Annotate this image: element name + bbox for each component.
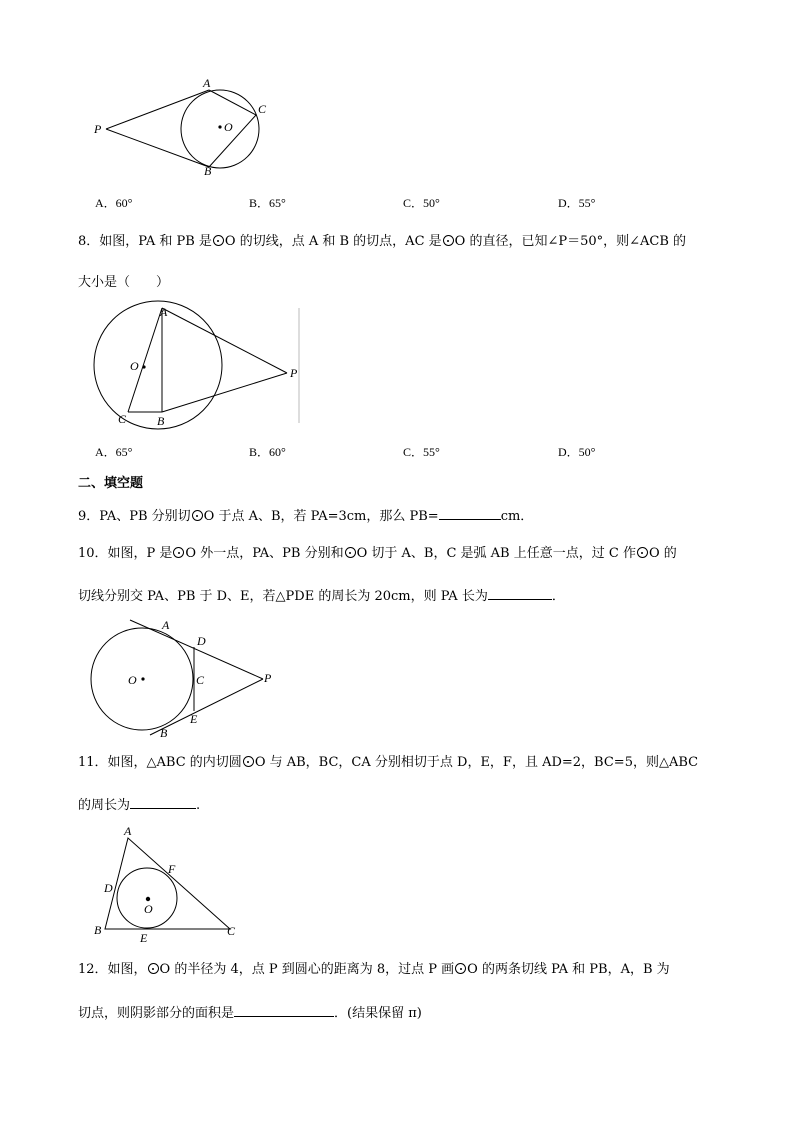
q9-answer-blank[interactable] [439, 506, 501, 520]
q7-option-b: B．65° [249, 196, 286, 210]
q10-label-o: O [128, 673, 137, 687]
circle-o-symbol [192, 510, 203, 521]
q8-option-d: D．50° [558, 445, 596, 459]
q8-center-dot [142, 365, 145, 368]
q7-figure [90, 75, 280, 185]
q8-label-p: P [290, 366, 298, 380]
q11-label-f: F [168, 862, 176, 876]
q11-triangle-abc [105, 838, 230, 929]
q11-label-e: E [140, 931, 148, 945]
q7-label-a: A [203, 76, 211, 90]
q8-label-c: C [118, 412, 127, 426]
q10-label-b: B [160, 726, 168, 740]
q10-label-p: P [264, 671, 272, 685]
q10-label-d: D [197, 634, 206, 648]
q11-figure [90, 823, 250, 943]
q7-label-b: B [204, 164, 212, 178]
q8-tangent-pb [162, 373, 287, 412]
q11-label-a: A [124, 824, 132, 838]
q10-question-line2: 切线分别交 PA、PB 于 D、E，若△PDE 的周长为 20cm，则 PA 长为 ． [78, 586, 565, 606]
circle-o-symbol [173, 547, 184, 558]
q10-label-a: A [162, 618, 170, 632]
q7-circle [181, 90, 259, 168]
q12-question-line1: 12．如图， O 的半径为 4，点 P 到圆心的距离为 8，过点 P 画 O 的两条切线 PA 和 PB，A，B 为 [78, 962, 670, 977]
circle-o-symbol [243, 756, 254, 767]
q11-answer-blank[interactable] [130, 795, 196, 809]
q7-label-o: O [224, 120, 233, 134]
q11-center-dot [146, 897, 150, 901]
q7-label-p: P [94, 122, 102, 136]
q12-answer-blank[interactable] [234, 1003, 334, 1017]
circle-o-symbol [455, 963, 466, 974]
q7-option-d: D．55° [558, 196, 596, 210]
q9-question: 9．PA、PB 分别切 O 于点 A、B，若 PA=3cm，那么 PB= cm． [78, 506, 533, 526]
section-title-fill-in: 二、填空题 [78, 476, 144, 491]
q10-center-dot [141, 677, 144, 680]
q11-label-c: C [227, 924, 236, 938]
q10-label-e: E [190, 712, 198, 726]
q7-tangent-pa [106, 90, 209, 129]
q7-tangent-pb [106, 129, 209, 167]
q8-option-a: A．65° [95, 445, 133, 459]
q8-question-line2: 大小是（ ） [78, 275, 170, 290]
q10-figure [90, 617, 290, 742]
q8-label-o: O [130, 359, 139, 373]
circle-o-symbol [148, 963, 159, 974]
q11-label-o: O [144, 902, 153, 916]
q7-label-c: C [258, 102, 267, 116]
q11-question-line2: 的周长为 . [78, 795, 200, 815]
q10-label-c: C [196, 673, 205, 687]
q11-label-b: B [94, 923, 102, 937]
q8-label-b: B [157, 414, 165, 428]
q8-label-a: A [160, 305, 168, 319]
circle-o-symbol [213, 235, 224, 246]
q10-question-line1: 10．如图，P 是 O 外一点，PA、PB 分别和 O 切于 A、B，C 是弧 AB 上任意一点，过 C 作 O 的 [78, 546, 677, 561]
q11-label-d: D [104, 881, 113, 895]
q8-option-b: B．60° [249, 445, 286, 459]
q7-option-a: A．60° [95, 196, 133, 210]
circle-o-symbol [443, 235, 454, 246]
q12-question-line2: 切点，则阴影部分的面积是 ．(结果保留 π) [78, 1003, 422, 1023]
q10-tangent-pa [130, 620, 263, 679]
circle-o-symbol [345, 547, 356, 558]
q10-answer-blank[interactable] [488, 586, 552, 600]
q8-tangent-pa [162, 308, 287, 373]
q11-question-line1: 11．如图，△ABC 的内切圆 O 与 AB，BC，CA 分别相切于点 D，E，F，且 AD=2，BC=5，则△ABC [78, 755, 699, 770]
circle-o-symbol [637, 547, 648, 558]
q8-question-line1: 8．如图，PA 和 PB 是 O 的切线，点 A 和 B 的切点，AC 是 O 的直径，已知∠P＝50°，则∠ACB 的 [78, 234, 687, 249]
q7-center-dot [218, 125, 221, 128]
q8-figure [90, 305, 310, 430]
q8-option-c: C．55° [403, 445, 440, 459]
q7-option-c: C．50° [403, 196, 440, 210]
